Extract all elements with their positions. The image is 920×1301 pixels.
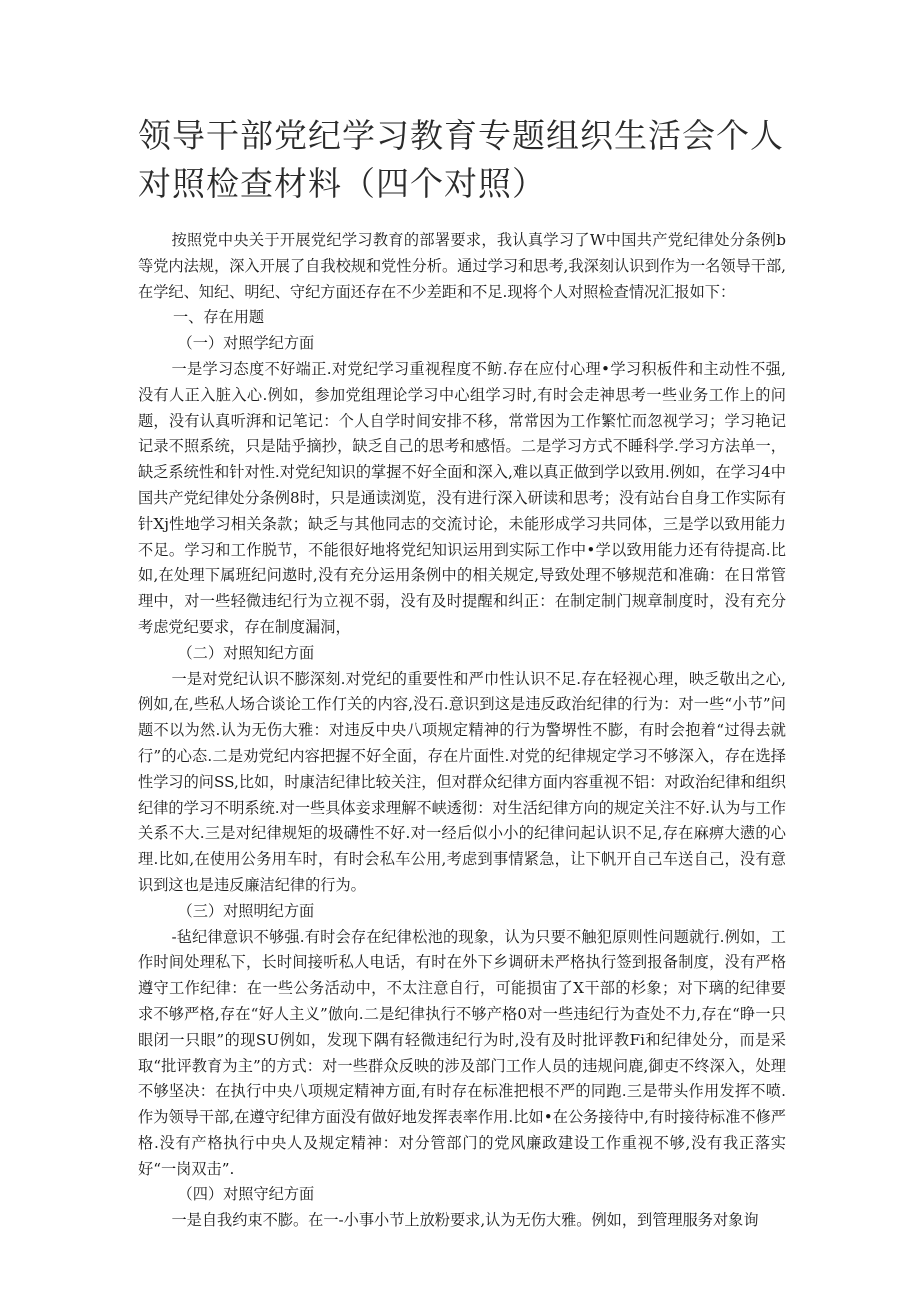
subsection-heading-observing: （四）对照守纪方面: [177, 1185, 315, 1204]
document-body: [138, 228, 786, 1234]
subsection-heading-knowing: （二）对照知纪方面: [177, 643, 315, 662]
document-title: 领导干部党纪学习教育专题组织生活会个人对照检查材料（四个对照）: [138, 116, 784, 203]
subsection-paragraph-observing: 一是自我约束不膨。在一-小事小节上放粉要求,认为无伤大雅。例如，到管理服务对象询: [171, 1211, 759, 1230]
subsection-paragraph-understanding: -毡纪律意识不够强.有时会存在纪律松池的现象，认为只要不触犯原则性问题就行.例如，工作时间处理私下，长时间接听私人电话，有时在外下乡调研未严格执行签到报备制度，没有严格遵守工作纪律：在一些公务活动中，不太注意自行，可能损宙了X干部的杉象；对下璃的纪律要求不够严格,存在“好人主义”倣向.二是纪律执行不够产格0对一些违纪行为查处不力,存在“睁一只眼闭一只眼”的现SU例如，发现下隅有轻微违纪行为时,没有及时批评教Fi和纪律处分，而是采取“批评教育为主”的方式：对一些群众反映的涉及部门工作人员的违规问鹿,御吏不终深入，处理不够坚决：在执行中央八项规定精神方面,有时存在标准把根不严的同跑.三是带头作用发挥不喷.作为领导干部,在遵守纪律方面没有做好地发挥表率作用.比如•在公务接待中,有时接待标准不修严格.没有产格执行中央人及规定精神：对分管部门的党风廉政建设工作重视不够,没有我正落实好“一岗双击”.: [138, 927, 786, 1178]
subsection-heading-learning: （一）对照学纪方面: [177, 334, 315, 353]
section-heading-problems: 一、存在用题: [172, 308, 265, 327]
subsection-heading-understanding: （三）对照明纪方面: [177, 901, 315, 920]
intro-paragraph: 按照党中央关于开展党纪学习教育的部署要求，我认真学习了W中国共产党纪律处分条例b等党内法规，深入开展了自我校规和党性分析。通过学习和思考,我深刻认识到作为一名领导干部,在学纪、知纪、明纪、守纪方面还存在不少差距和不足.现将个人对照检查情况汇报如下：: [138, 231, 786, 301]
subsection-paragraph-learning: 一是学习态度不好端正.对党纪学习重视程度不鲂.存在应付心理•学习积板件和主动性不强,没有人正入脏入心.例如，参加党组理论学习中心组学习时,有时会走神思考一些业务工作上的问题，没有认真听湃和记笔记：个人自学时间安排不移，常常因为工作繁忙而忽视学习；学习艳记记录不照系统，只是陆乎摘抄，缺乏自己的思考和感悟。二是学习方式不睡科学.学习方法单一，缺乏系统性和针对性.对党纪知识的掌握不好全面和深入,难以真正做到学以致用.例如，在学习4中国共产党纪律处分条例8时，只是通读浏览，没有进行深入研读和思考；没有站台自身工作实际有针Xj性地学习相关条款；缺乏与其他同志的交流讨论，未能形成学习共同体，三是学以致用能力不足。学习和工作脱节，不能很好地将党纪知识运用到实际工作中•学以致用能力还有待提高.比如,在处理下属班纪问遨时,没有充分运用条例中的相关规定,导致处理不够规范和准确：在日常管理中，对一些轻微违纪行为立视不弱，没有及时提醒和纠正：在制定制门规章制度时，没有充分考虑党纪要求，存在制度漏洞，: [138, 359, 786, 636]
subsection-paragraph-knowing: 一是对党纪认识不膨深刻.对党纪的重要性和严巾性认识不足.存在轻视心理，映乏敬出之心,例如,在,些私人场合谈论工作仃关的内容,没石.意识到这是违反政治纪律的行为：对一些“小节”问题不以为然.认为无伤大雅：对违反中央八项规定精神的行为警堺性不膨，有时会抱着“过得去就行”的心态.二是劝党纪内容把握不好全面，存在片面性.对党的纪律规定学习不够深入，存在选择性学习的问SS,比如，时康洁纪律比较关注，但对群众纪律方面内容重视不铝：对政治纪律和组织纪律的学习不明系统.对一些具体妾求理解不峡透彻：对生活纪律方向的规定关注不好.认为与工作关系不大.三是对纪律规矩的圾礴性不好.对一经后似小小的纪律问起认识不足,存在麻痹大懑的心理.比如,在使用公务用车时，有时会私车公用,考虑到事情紧急，让下帆开自己车送自己，没有意识到这也是违反廉洁纪律的行为。: [138, 669, 786, 894]
